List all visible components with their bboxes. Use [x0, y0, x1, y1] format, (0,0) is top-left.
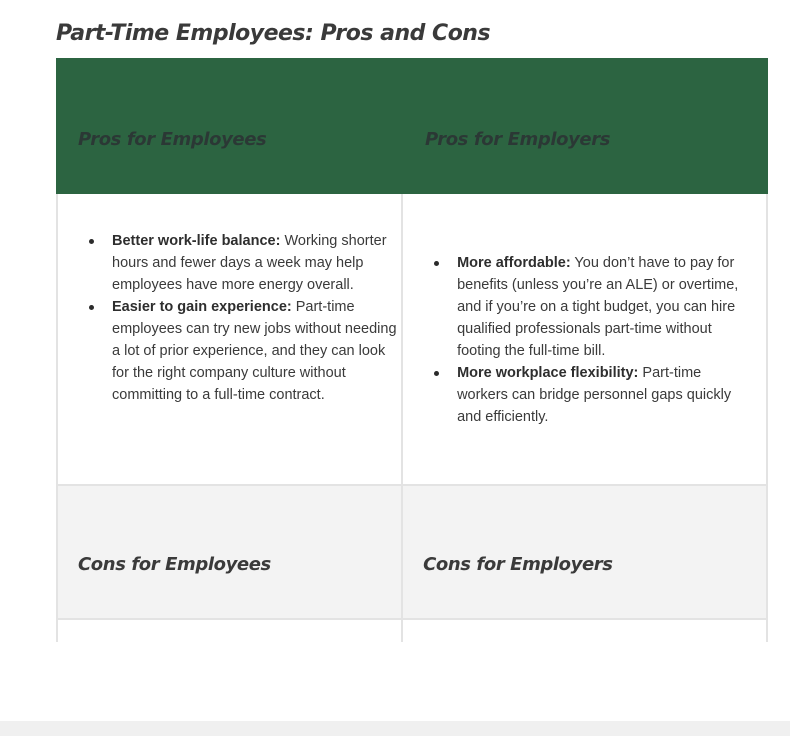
list-item-text: Part-time employees can try new jobs without needing a lot of prior experience, and they can look for the right company culture without committing to a full-time contract.	[112, 299, 397, 403]
list-item-text: Working shorter hours and fewer days a week may help employees have more energy overall.	[112, 233, 387, 293]
cookie-banner-bar	[0, 721, 790, 736]
list-item-text: Part-time workers can bridge personnel gaps quickly and efficiently.	[457, 365, 732, 425]
list-item	[457, 252, 755, 362]
list-item	[112, 230, 402, 296]
cons-header-row	[56, 486, 768, 620]
cons-employees-cell	[58, 486, 403, 618]
cons-employers-heading: Cons for Employers	[423, 554, 613, 575]
list-item	[112, 296, 402, 406]
cons-employees-heading: Cons for Employees	[78, 554, 271, 575]
list-item-term: Easier to gain experience:	[112, 299, 292, 315]
list-item-term: More affordable:	[457, 255, 571, 271]
list-item-text: You don’t have to pay for benefits (unless you’re an ALE) or overtime, and if you’re on a tight budget, you can hire qualified professionals part-time without footing the full-time bill.	[457, 255, 739, 359]
pros-employees-heading: Pros for Employees	[78, 129, 267, 150]
page-title: Part-Time Employees: Pros and Cons	[56, 20, 491, 46]
pros-employees-list	[79, 230, 402, 406]
pros-employers-list	[424, 252, 755, 428]
table-header-row	[56, 58, 768, 194]
cons-employers-cell	[403, 486, 766, 618]
pros-employees-cell	[58, 194, 403, 484]
cons-employees-body	[58, 620, 403, 642]
list-item	[457, 362, 755, 428]
pros-cons-table	[56, 58, 768, 642]
pros-body-row	[56, 194, 768, 486]
pros-employers-heading: Pros for Employers	[425, 129, 611, 150]
header-cell-employers	[403, 58, 768, 194]
cons-employers-body	[403, 620, 766, 642]
list-item-term: Better work-life balance:	[112, 233, 281, 249]
list-item-term: More workplace flexibility:	[457, 365, 639, 381]
header-cell-employees	[56, 58, 403, 194]
pros-employers-cell	[403, 194, 766, 484]
cons-body-row	[56, 620, 768, 642]
